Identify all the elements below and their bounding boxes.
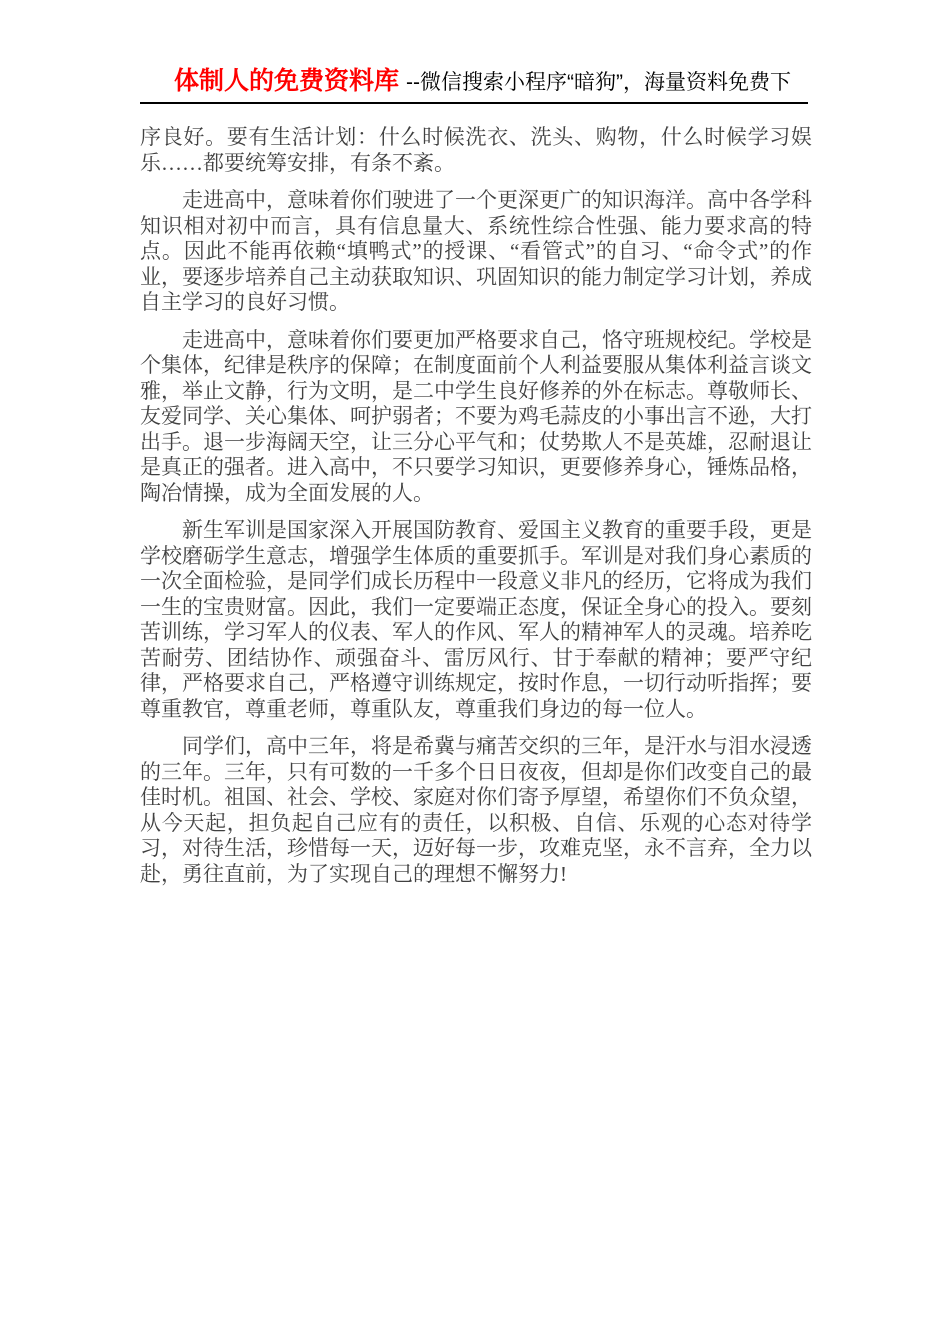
header-divider	[140, 102, 808, 104]
header-tagline: --微信搜索小程序“暗狗”，海量资料免费下	[406, 71, 791, 94]
paragraph: 走进高中，意味着你们驶进了一个更深更广的知识海洋。高中各学科知识相对初中而言，具有信息量大、系统性综合性强、能力要求高的特点。因此不能再依赖“填鸭式”的授课、“看管式”的自习、“命令式”的作业，要逐步培养自己主动获取知识、巩固知识的能力制定学习计划，养成自主学习的良好习惯。	[140, 188, 812, 314]
paragraph: 新生军训是国家深入开展国防教育、爱国主义教育的重要手段，更是学校磨砺学生意志，增强学生体质的重要抓手。军训是对我们身心素质的一次全面检验，是同学们成长历程中一段意义非凡的经历，它将成为我们一生的宝贵财富。因此，我们一定要端正态度，保证全身心的投入。要刻苦训练，学习军人的仪表、军人的作风、军人的精神军人的灵魂。培养吃苦耐劳、团结协作、顽强奋斗、雷厉风行、甘于奉献的精神；要严守纪律，严格要求自己，严格遵守训练规定，按时作息，一切行动听指挥；要尊重教官，尊重老师，尊重队友，尊重我们身边的每一位人。	[140, 518, 812, 721]
document-body	[140, 125, 812, 887]
page-header	[140, 64, 808, 104]
paragraph: 同学们，高中三年，将是希冀与痛苦交织的三年，是汗水与泪水浸透的三年。三年，只有可数的一千多个日日夜夜，但却是你们改变自己的最佳时机。祖国、社会、学校、家庭对你们寄予厚望，希望你们不负众望，从今天起，担负起自己应有的责任，以积极、自信、乐观的心态对待学习，对待生活，珍惜每一天，迈好每一步，攻难克坚，永不言弃，全力以赴，勇往直前，为了实现自己的理想不懈努力!	[140, 734, 812, 886]
header-row	[140, 64, 808, 98]
paragraph: 走进高中，意味着你们要更加严格要求自己，恪守班规校纪。学校是个集体，纪律是秩序的保障；在制度面前个人利益要服从集体利益言谈文雅，举止文静，行为文明，是二中学生良好修养的外在标志。尊敬师长、友爱同学、关心集体、呵护弱者；不要为鸡毛蒜皮的小事出言不逊，大打出手。退一步海阔天空，让三分心平气和；仗势欺人不是英雄，忍耐退让是真正的强者。进入高中，不只要学习知识，更要修养身心，锤炼品格，陶冶情操，成为全面发展的人。	[140, 327, 812, 505]
paragraph: 序良好。要有生活计划：什么时候洗衣、洗头、购物，什么时候学习娱乐……都要统筹安排，有条不紊。	[140, 125, 812, 175]
brand-title: 体制人的免费资料库	[174, 67, 400, 95]
